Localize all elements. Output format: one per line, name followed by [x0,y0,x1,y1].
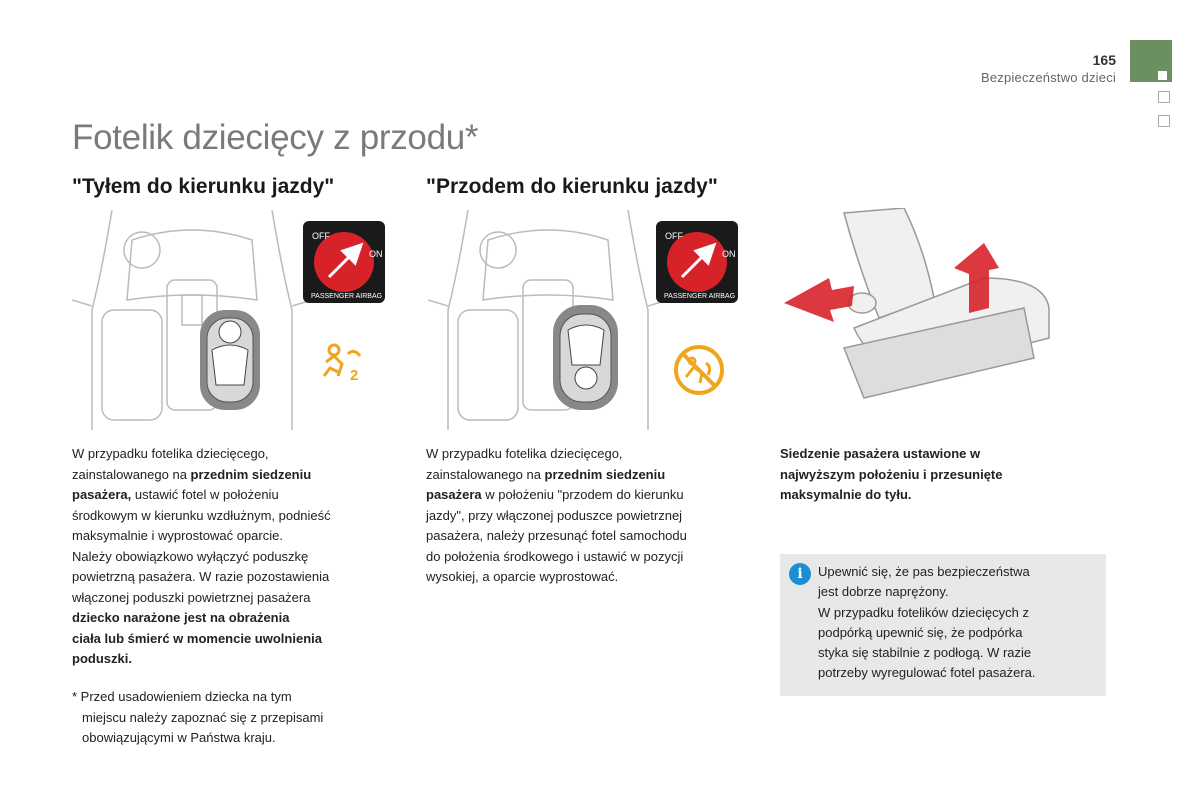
chapter-tab[interactable] [1158,115,1170,127]
chapter-tab-active[interactable] [1130,40,1172,82]
airbag-off-label: OFF [312,231,330,241]
airbag-switch-label: PASSENGER AIRBAG [664,293,736,300]
airbag-off-label: OFF [665,231,683,241]
airbag-switch-off-icon [303,221,385,303]
airbag-prohibited-icon [672,343,726,397]
heading-forward-facing: "Przodem do kierunku jazdy" [426,175,718,198]
airbag-switch-label: PASSENGER AIRBAG [311,293,383,300]
section-name: Bezpieczeństwo dzieci [981,70,1116,85]
airbag-switch-on-icon [656,221,738,303]
airbag-off-warning-icon [320,342,366,382]
child-seat-forward [553,305,618,410]
forward-facing-instructions: W przypadku fotelika dziecięcego, zainstalowanego na przednim siedzeniu pasażera w położeniu "przodem do kierunku jazdy", przy włączonej poduszce powietrznej pasażera, należy przesunąć fotel samochodu do położenia środkowego i ustawić w pozycji wysokiej, a oparcie wyprostować. [426,446,687,584]
seat-position-caption: Siedzenie pasażera ustawione w najwyższym położeniu i przesunięte maksymalnie do tyłu. [780,446,1003,502]
airbag-on-label: ON [369,249,383,259]
info-icon: i [789,563,811,585]
airbag-on-label: ON [722,249,736,259]
footnote: * Przed usadowieniem dziecka na tym miejscu należy zapoznać się z przepisami obowiązującymi w Państwa kraju. [72,689,324,745]
info-text: Upewnić się, że pas bezpieczeństwa jest dobrze naprężony. W przypadku fotelików dziecięcych z podpórką upewnić się, że podpórka styka się stabilnie z podłogą. W razie potrzeby wyregulować fotel pasażera. [818,564,1036,681]
heading-rear-facing: "Tyłem do kierunku jazdy" [72,175,335,198]
child-seat-rear [200,310,260,410]
seat-adjustment-illustration [784,208,1064,418]
warning-icon-digit: 2 [350,367,359,382]
chapter-tab[interactable] [1158,91,1170,103]
page-number: 165 [1092,52,1116,68]
info-box [780,554,1106,696]
chapter-tab-marker [1158,71,1167,80]
rear-facing-instructions: W przypadku fotelika dziecięcego, zainstalowanego na przednim siedzeniu pasażera, ustawić fotel w położeniu środkowym w kierunku wzdłużnym, podnieść maksymalnie i wyprostować oparcie. Należy obowiązkowo wyłączyć poduszkę powietrzną pasażera. W razie pozostawienia włączonej poduszki powietrznej pasażera dziecko narażone jest na obrażenia ciała lub śmierć w momencie uwolnienia poduszki. [72,446,331,666]
page-title: Fotelik dziecięcy z przodu* [72,118,479,157]
